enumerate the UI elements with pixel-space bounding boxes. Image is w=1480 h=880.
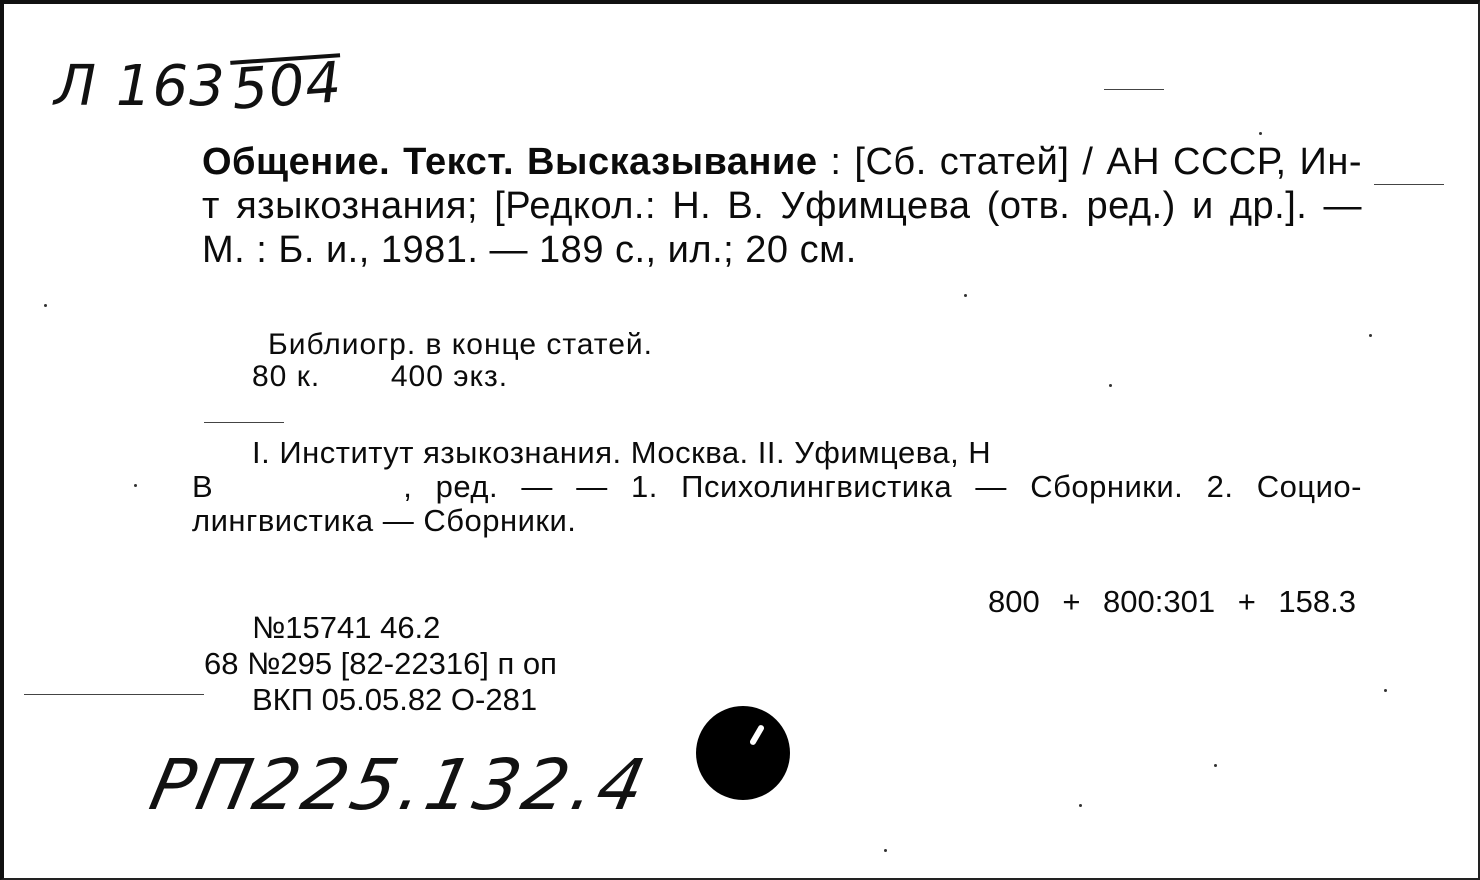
copies: 400 экз.: [390, 360, 509, 393]
scan-speck: [1369, 334, 1372, 337]
scan-speck: [1214, 764, 1217, 767]
scan-speck: [1384, 689, 1387, 692]
scan-speck: [1109, 384, 1112, 387]
scan-speck: [44, 304, 47, 307]
heading-line-1: I. Институт языкознания. Москва. II. Уфимцева, Н: [252, 435, 992, 470]
heading-line-3: лингвистика — Сборники.: [192, 503, 577, 538]
handwritten-shelf-mark: [54, 50, 344, 123]
subject-headings: [192, 436, 1362, 538]
description-rest: : [Сб. статей] / АН СССР, Ин-т языкознания; [Редкол.: Н. В. Уфимцева (отв. ред.) и др.]. — М. : Б. и., 1981. — 189 с., ил.; 20 см.: [202, 141, 1362, 271]
shelf-mark-sub: 504: [229, 50, 344, 123]
scan-streak: [1104, 89, 1164, 90]
price-copies-note: [252, 360, 508, 394]
imprint-line-1: №15741 46.2: [252, 610, 441, 645]
scan-streak: [1374, 184, 1444, 185]
price: 80 к.: [252, 360, 321, 393]
scan-streak: [24, 694, 204, 695]
imprint-line-3: ВКП 05.05.82 О-281: [252, 682, 538, 717]
punch-hole: [696, 706, 790, 800]
heading-line-2: [192, 470, 1362, 504]
heading-line-2-rest: , ред. — — 1. Психолингвистика — Сборники. 2. Социо-: [403, 469, 1362, 504]
scan-speck: [884, 849, 887, 852]
scan-speck: [1259, 132, 1262, 135]
scan-speck: [1079, 804, 1082, 807]
imprint-line-2: 68 №295 [82-22316] п оп: [204, 646, 557, 681]
heading-line-2-start: В: [192, 469, 214, 504]
book-title: Общение. Текст. Высказывание: [202, 141, 818, 183]
scan-streak: [204, 422, 284, 423]
bibliographic-description: [202, 140, 1362, 272]
classification-index: 800 + 800:301 + 158.3: [987, 584, 1356, 619]
shelf-mark-main: Л 163: [54, 54, 226, 119]
bibliography-note: Библиогр. в конце статей.: [268, 328, 653, 361]
print-imprint: [204, 610, 557, 718]
handwritten-call-number: РП225.132.4: [143, 744, 656, 826]
scan-speck: [134, 484, 137, 487]
scan-speck: [964, 294, 967, 297]
